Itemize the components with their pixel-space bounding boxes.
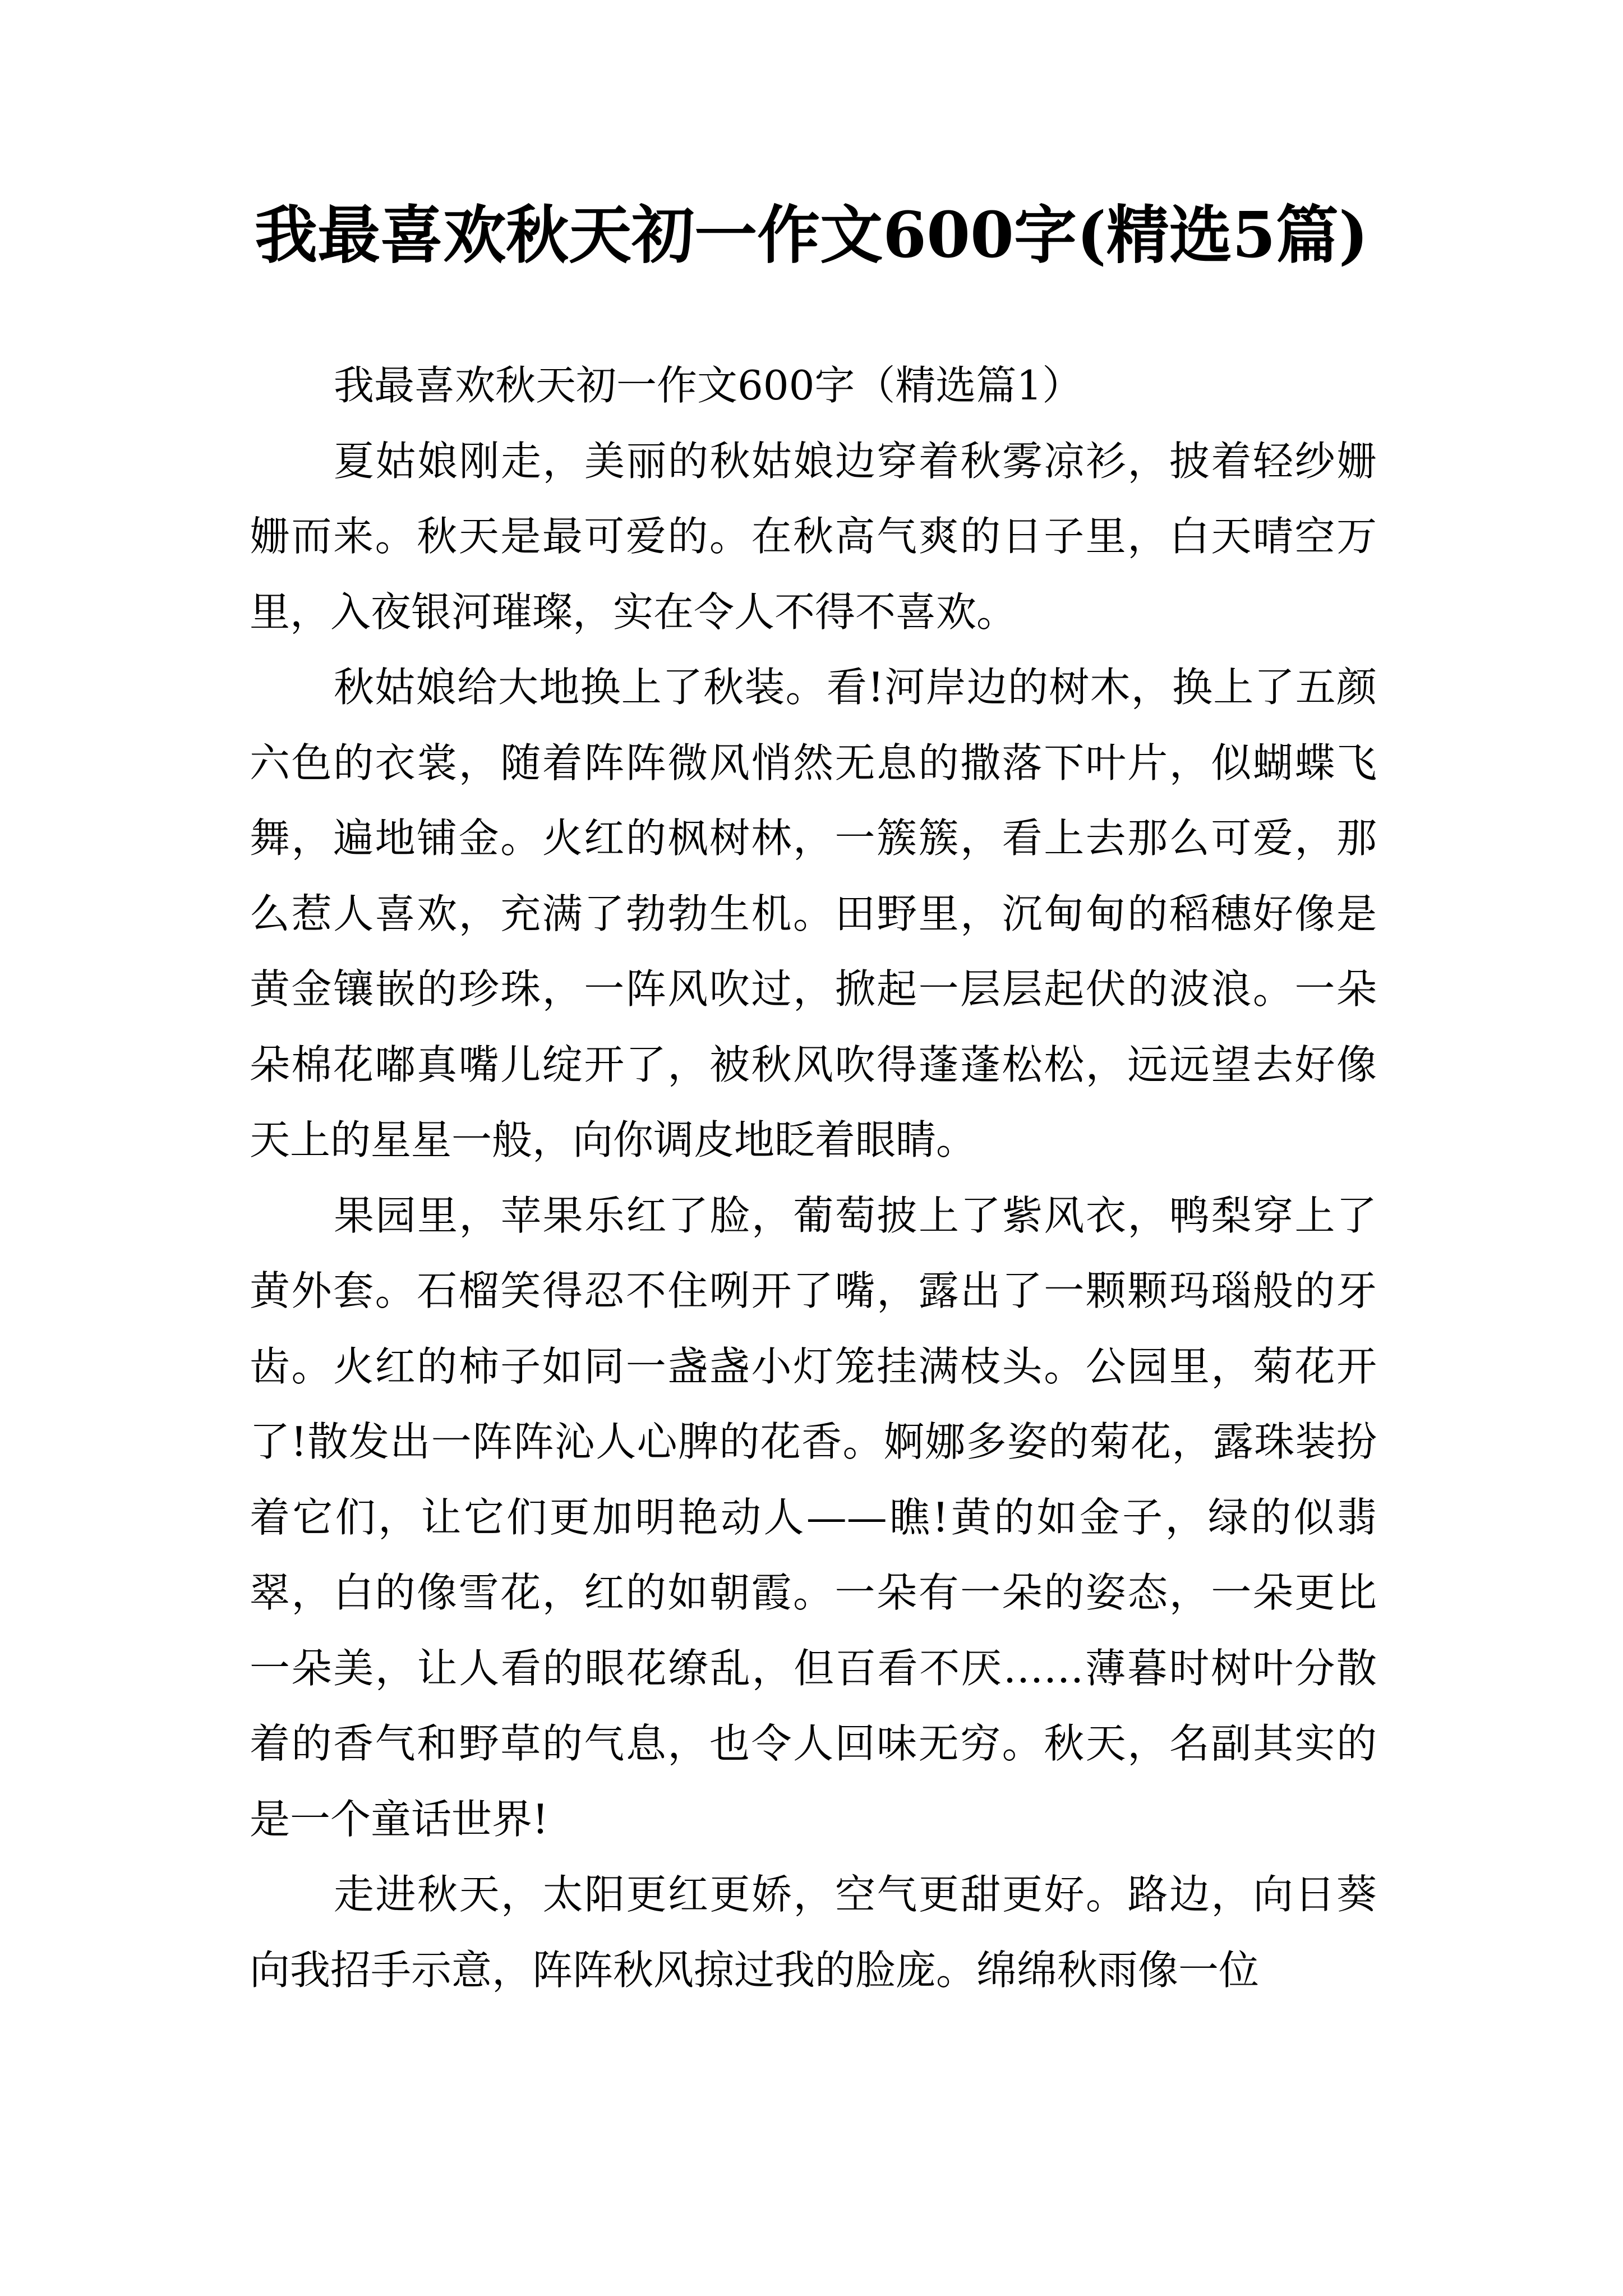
paragraph: 走进秋天，太阳更红更娇，空气更甜更好。路边，向日葵向我招手示意，阵阵秋风掠过我的脸庞。绵绵秋雨像一位 <box>250 1871 1377 1994</box>
paragraph: 秋姑娘给大地换上了秋装。看!河岸边的树木，换上了五颜六色的衣裳，随着阵阵微风悄然无息的撒落下叶片，似蝴蝶飞舞，遍地铺金。火红的枫树林，一簇簇，看上去那么可爱，那么惹人喜欢，充满了勃勃生机。田野里，沉甸甸的稻穗好像是黄金镶嵌的珍珠，一阵风吹过，掀起一层层起伏的波浪。一朵朵棉花嘟真嘴儿绽开了，被秋风吹得蓬蓬松松，远远望去好像天上的星星一般，向你调皮地眨着眼睛。 <box>250 664 1377 1163</box>
paragraph: 夏姑娘刚走，美丽的秋姑娘边穿着秋雾凉衫，披着轻纱姗姗而来。秋天是最可爱的。在秋高气爽的日子里，白天晴空万里，入夜银河璀璨，实在令人不得不喜欢。 <box>250 437 1377 636</box>
section-heading: 我最喜欢秋天初一作文600字（精选篇1） <box>334 362 1083 409</box>
paragraph: 果园里，苹果乐红了脸，葡萄披上了紫风衣，鸭梨穿上了黄外套。石榴笑得忍不住咧开了嘴，露出了一颗颗玛瑙般的牙齿。火红的柿子如同一盏盏小灯笼挂满枝头。公园里，菊花开了!散发出一阵阵沁人心脾的花香。婀娜多姿的菊花，露珠装扮着它们，让它们更加明艳动人——瞧!黄的如金子，绿的似翡翠，白的像雪花，红的如朝霞。一朵有一朵的姿态，一朵更比一朵美，让人看的眼花缭乱，但百看不厌……薄暮时树叶分散着的香气和野草的气息，也令人回味无穷。秋天，名副其实的是一个童话世界! <box>250 1191 1377 1843</box>
document-title: 我最喜欢秋天初一作文600字(精选5篇) <box>255 199 1368 272</box>
document-body <box>250 348 1377 2008</box>
